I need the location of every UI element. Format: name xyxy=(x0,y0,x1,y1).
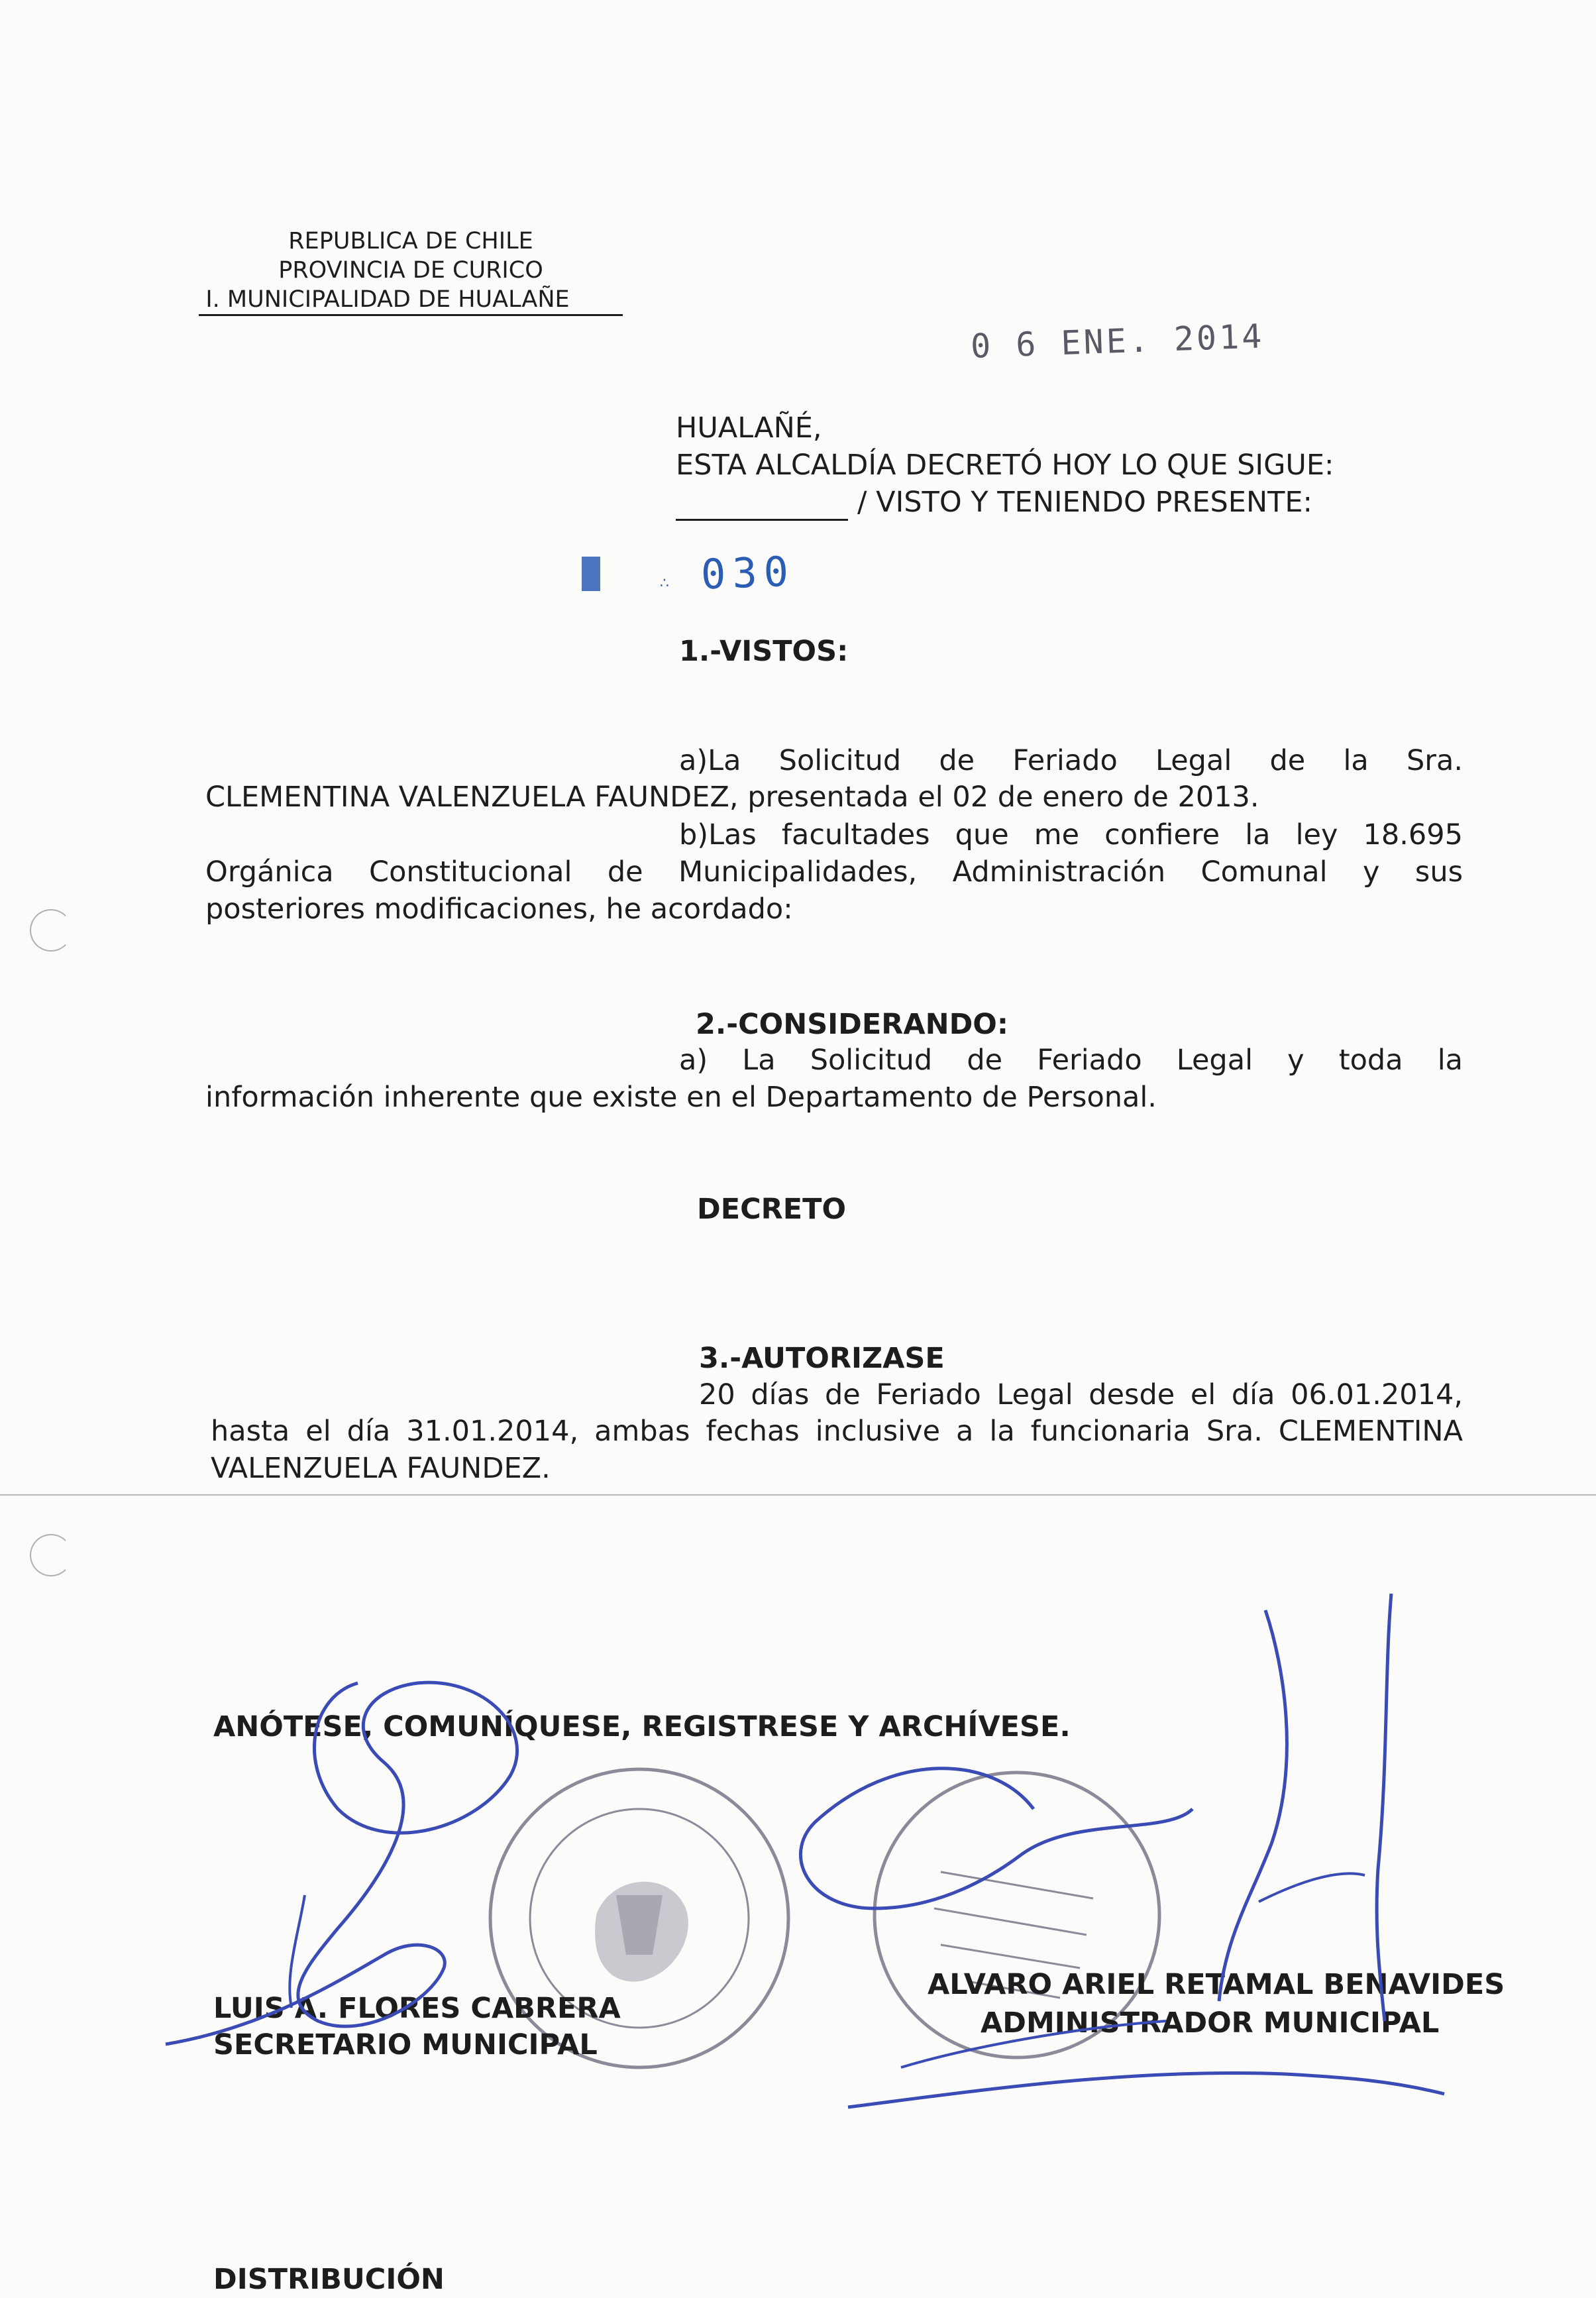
decree-number-stamp xyxy=(582,549,820,608)
punch-hole-icon xyxy=(30,1534,72,1576)
paper-fold-line xyxy=(0,1494,1596,1496)
closing-formula: ANÓTESE, COMUNÍQUESE, REGISTRESE Y ARCHÍVESE. xyxy=(213,1710,1071,1743)
distribution-heading: DISTRIBUCIÓN xyxy=(213,2263,445,2296)
blank-line xyxy=(676,492,848,521)
stamp-dots-icon: ∴ xyxy=(660,575,669,592)
decreto-heading: DECRETO xyxy=(697,1193,846,1226)
considerando-heading: 2.-CONSIDERANDO: xyxy=(696,1008,1009,1041)
intro-decreed: ESTA ALCALDÍA DECRETÓ HOY LO QUE SIGUE: xyxy=(676,449,1334,482)
vistos-b-mid: Orgánica Constitucional de Municipalidades, Administración Comunal y sus xyxy=(205,855,1463,889)
considerando-a-rest: información inherente que existe en el Departamento de Personal. xyxy=(205,1081,1157,1114)
letterhead xyxy=(199,227,623,316)
intro-visto-text: / VISTO Y TENIENDO PRESENTE: xyxy=(857,486,1313,519)
right-signatory-name: ALVARO ARIEL RETAMAL BENAVIDES xyxy=(928,1968,1505,2001)
left-signatory-name: LUIS A. FLORES CABRERA xyxy=(213,1992,621,2025)
intro-visto xyxy=(676,484,1312,521)
considerando-a-first: a) La Solicitud de Feriado Legal y toda la xyxy=(679,1044,1463,1077)
left-signatory-title: SECRETARIO MUNICIPAL xyxy=(213,2028,598,2061)
vistos-a-rest: CLEMENTINA VALENZUELA FAUNDEZ, presentada el 02 de enero de 2013. xyxy=(205,781,1259,814)
date-stamp: 0 6 ENE. 2014 xyxy=(970,317,1265,366)
vistos-a-first: a)La Solicitud de Feriado Legal de la Sra. xyxy=(679,744,1463,777)
autorizase-heading: 3.-AUTORIZASE xyxy=(699,1342,945,1375)
autorizase-line3: VALENZUELA FAUNDEZ. xyxy=(211,1452,551,1485)
autorizase-line1: 20 días de Feriado Legal desde el día 06.01.2014, xyxy=(699,1378,1463,1411)
vistos-b-last: posteriores modificaciones, he acordado: xyxy=(205,893,793,926)
punch-hole-icon xyxy=(30,909,72,952)
letterhead-municipality: I. MUNICIPALIDAD DE HUALAÑE xyxy=(199,285,623,316)
letterhead-province: PROVINCIA DE CURICO xyxy=(278,257,543,284)
letterhead-country: REPUBLICA DE CHILE xyxy=(288,228,533,254)
signature-right-icon xyxy=(795,1590,1458,2173)
autorizase-line2: hasta el día 31.01.2014, ambas fechas inclusive a la funcionaria Sra. CLEMENTINA xyxy=(211,1415,1463,1448)
signature-left-icon xyxy=(166,1657,696,2120)
right-signatory-title: ADMINISTRADOR MUNICIPAL xyxy=(981,2006,1440,2040)
vistos-b-first: b)Las facultades que me confiere la ley 18.695 xyxy=(679,818,1463,851)
vistos-heading: 1.-VISTOS: xyxy=(679,635,849,668)
stamp-glyph-icon xyxy=(582,557,600,591)
decree-number: 030 xyxy=(700,547,796,599)
intro-place: HUALAÑÉ, xyxy=(676,411,822,445)
